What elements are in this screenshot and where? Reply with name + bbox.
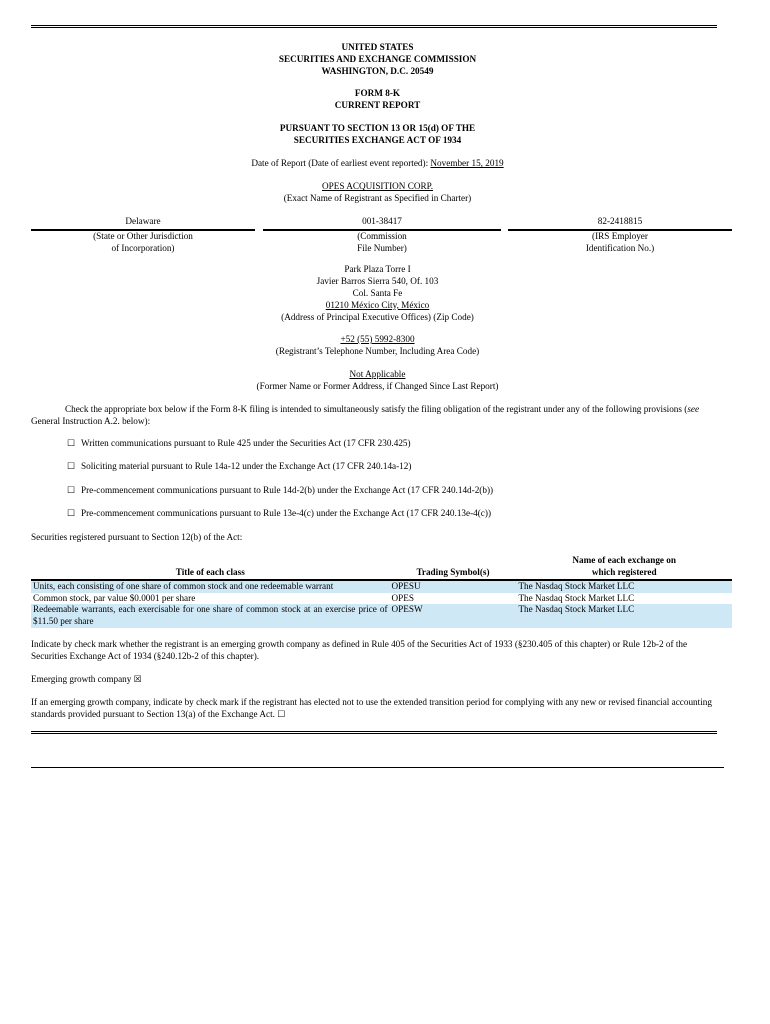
commission-caption-1: (Commission bbox=[357, 230, 407, 241]
table-row bbox=[31, 593, 732, 605]
checkbox-label-rule-13e4c: Pre-commencement communications pursuant to Rule 13e-4(c) under the Exchange Act (17 CFR 240.13e-4(c)) bbox=[81, 508, 492, 518]
commission-column bbox=[263, 216, 501, 255]
row-symbol: OPES bbox=[391, 592, 415, 603]
header-title-of-class: Title of each class bbox=[31, 555, 390, 580]
page-end-rule bbox=[31, 767, 724, 768]
instruction-paragraph bbox=[31, 404, 724, 428]
emerging-growth-label: Emerging growth company bbox=[31, 674, 134, 684]
date-of-report-value: November 15, 2019 bbox=[430, 158, 504, 168]
former-name-caption: (Former Name or Former Address, if Changed Since Last Report) bbox=[256, 380, 499, 391]
irs-value: 82-2418815 bbox=[508, 216, 732, 231]
instruction-see: see bbox=[687, 404, 700, 414]
checkbox-rule-14d2b[interactable]: ☐ bbox=[67, 485, 76, 495]
form-name: FORM 8-K bbox=[354, 88, 401, 98]
checkbox-rule-13e4c[interactable]: ☐ bbox=[67, 508, 76, 518]
state-column bbox=[31, 216, 255, 255]
checkbox-label-rule-14d2b: Pre-commencement communications pursuant to Rule 14d-2(b) under the Exchange Act (17 CFR 240.14d-2(b)) bbox=[81, 485, 494, 495]
heading-line-2: SECURITIES AND EXCHANGE COMMISSION bbox=[278, 53, 477, 64]
state-caption-2: of Incorporation) bbox=[111, 242, 175, 253]
former-name-value: Not Applicable bbox=[349, 369, 406, 379]
transition-period-checkbox[interactable]: ☐ bbox=[277, 708, 286, 719]
commission-caption-2: File Number) bbox=[357, 242, 407, 253]
heading-line-1: UNITED STATES bbox=[341, 42, 414, 52]
address-line-3: Col. Santa Fe bbox=[352, 287, 403, 298]
header-exchange bbox=[516, 555, 732, 580]
address-line-4: 01210 México City, México bbox=[325, 299, 430, 310]
table-row bbox=[31, 604, 732, 628]
pursuant-heading bbox=[31, 123, 724, 147]
checkbox-row-rule-14d2b bbox=[67, 485, 717, 497]
address-line-2: Javier Barros Sierra 540, Of. 103 bbox=[316, 275, 439, 286]
row-exchange: The Nasdaq Stock Market LLC bbox=[516, 580, 732, 593]
emerging-growth-checkbox[interactable]: ☒ bbox=[133, 674, 142, 684]
heading-line-3: WASHINGTON, D.C. 20549 bbox=[321, 65, 434, 76]
date-of-report bbox=[31, 158, 724, 170]
checkbox-label-rule-14a12: Soliciting material pursuant to Rule 14a-12 under the Exchange Act (17 CFR 240.14a-12) bbox=[81, 461, 412, 471]
form-title bbox=[31, 88, 724, 112]
checkbox-rule-14a12[interactable]: ☐ bbox=[67, 461, 76, 471]
address-caption: (Address of Principal Executive Offices) (Zip Code) bbox=[281, 311, 474, 322]
securities-table bbox=[31, 555, 732, 628]
checkbox-row-rule-425 bbox=[67, 438, 717, 450]
registrant-block bbox=[31, 181, 724, 205]
row-symbol: OPESW bbox=[390, 604, 517, 628]
row-symbol: OPESU bbox=[390, 580, 517, 593]
transition-period-text: If an emerging growth company, indicate by check mark if the registrant has elected not to use the extended transition period for complying with any new or revised financial accounting standards provided pursuant to Section 13(a) of the Exchange Act. bbox=[31, 697, 712, 719]
checkbox-row-rule-13e4c bbox=[67, 508, 717, 520]
phone-value: +52 (55) 5992-8300 bbox=[340, 334, 415, 344]
address-line-1: Park Plaza Torre I bbox=[344, 264, 411, 274]
top-double-rule bbox=[31, 25, 717, 28]
checkbox-row-rule-14a12 bbox=[67, 461, 717, 473]
instruction-text-a: Check the appropriate box below if the Form 8-K filing is intended to simultaneously satisfy the filing obligation of the registrant under any of the following provisions ( bbox=[65, 404, 688, 414]
date-of-report-label: Date of Report (Date of earliest event reported): bbox=[251, 158, 431, 168]
pursuant-line-1: PURSUANT TO SECTION 13 OR 15(d) OF THE bbox=[279, 123, 476, 133]
registrant-caption: (Exact Name of Registrant as Specified in Charter) bbox=[283, 192, 472, 203]
row-title: Units, each consisting of one share of common stock and one redeemable warrant bbox=[31, 580, 390, 593]
checkbox-label-rule-425: Written communications pursuant to Rule 425 under the Securities Act (17 CFR 230.425) bbox=[81, 438, 411, 448]
bottom-double-rule bbox=[31, 731, 717, 734]
securities-intro: Securities registered pursuant to Section 12(b) of the Act: bbox=[31, 532, 243, 542]
phone-block bbox=[31, 334, 724, 358]
irs-caption-2: Identification No.) bbox=[585, 242, 655, 253]
irs-column bbox=[508, 216, 732, 255]
transition-period-paragraph bbox=[31, 697, 724, 721]
state-caption-1: (State or Other Jurisdiction bbox=[93, 230, 193, 241]
checkbox-rule-425[interactable]: ☐ bbox=[67, 438, 76, 448]
report-type: CURRENT REPORT bbox=[334, 99, 421, 110]
row-exchange: The Nasdaq Stock Market LLC bbox=[516, 604, 732, 628]
irs-caption-1: (IRS Employer bbox=[592, 230, 648, 241]
address-block bbox=[31, 264, 724, 324]
pursuant-line-2: SECURITIES EXCHANGE ACT OF 1934 bbox=[293, 134, 462, 145]
header-exchange-line-1: Name of each exchange on bbox=[572, 555, 677, 565]
emerging-growth-indicate: Indicate by check mark whether the registrant is an emerging growth company as defined in Rule 405 of the Securities Act of 1933 (§230.405 of this chapter) or Rule 12b-2 of the Securities Exchange Act of 1934 (§240.12b-2 of this chapter). bbox=[31, 639, 688, 661]
former-name-block bbox=[31, 369, 724, 393]
state-value: Delaware bbox=[31, 216, 255, 231]
row-title: Redeemable warrants, each exercisable for one share of common stock at an exercise price of $11.50 per share bbox=[33, 604, 388, 627]
phone-caption: (Registrant’s Telephone Number, Including Area Code) bbox=[275, 345, 480, 356]
header-trading-symbol: Trading Symbol(s) bbox=[390, 555, 517, 580]
registrant-name: OPES ACQUISITION CORP. bbox=[321, 181, 434, 191]
row-exchange: The Nasdaq Stock Market LLC bbox=[518, 592, 635, 603]
sec-heading bbox=[31, 42, 724, 78]
commission-file-value: 001-38417 bbox=[263, 216, 501, 231]
instruction-text-b: General Instruction A.2. below): bbox=[31, 415, 151, 426]
securities-header-row bbox=[31, 555, 732, 580]
table-row bbox=[31, 580, 732, 593]
emerging-growth-line bbox=[31, 674, 724, 686]
header-exchange-line-2: which registered bbox=[591, 566, 657, 577]
row-title: Common stock, par value $0.0001 per share bbox=[33, 592, 196, 603]
